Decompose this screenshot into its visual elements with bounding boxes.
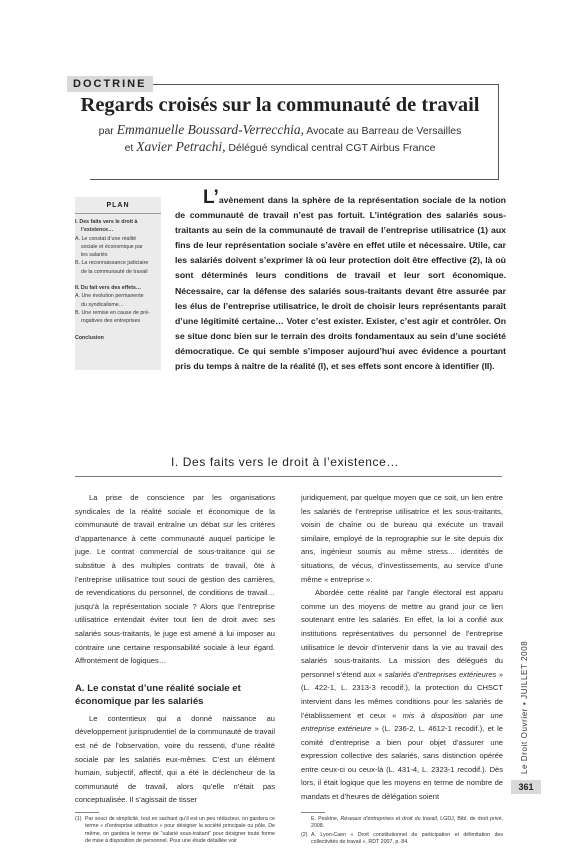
body-text: » (L. 236-2, L. 4612-1 recodif.), et le comité d’entreprise a bien pour objet d’assurer une expression collective des salariés, sans distinction opérée entre ceux-ci ou ceux-là (L. 431-4, L. 2323-1 recodif.). Dès lors, il était logique que les moyens en terme de nombre de mandats et d’heures de délégation soient — [301, 724, 504, 802]
plan-item: de la communauté de travail — [81, 268, 148, 275]
title-frame-bottom — [90, 179, 499, 180]
footnote-text: E. Peskine, — [311, 816, 341, 822]
body-paragraph — [301, 586, 503, 804]
plan-list — [75, 218, 159, 342]
footnote-text: , LGDJ, Bibl. de droit privé, 2008. — [311, 816, 503, 830]
footnote-number: (2) — [301, 831, 308, 838]
footnote — [301, 832, 503, 847]
footnotes-left — [75, 816, 275, 847]
section-heading: I. Des faits vers le droit à l’existence… — [170, 455, 399, 469]
body-paragraph: Le contentieux qui a donné naissance au développement jurisprudentiel de la communauté de travail est né de l’observation, voire du ressenti, d’une réalité sociale par les salariés eux-mêmes. C’est un élément humain, subjectif, affectif, qui a été le déclencheur de la communauté de travail, alors qu’elle n’était pas conceptualisée. Il s’agissait de tisser — [75, 713, 275, 805]
footnotes-right — [301, 816, 503, 848]
body-text: Abordée cette réalité par l’angle électoral est apparu comme un des moyens de mettre au grand jour ce lien soutenant entre les salariés. En effet, la loi a confié aux institutions représentatives du personnel de l’entreprise utilisatrice le devoir d’intervenir dans la vie au travail des salariés sous-traitants. La mission des délégués du personnel s’étend aux « — [301, 588, 503, 679]
lead-text: avènement dans la sphère de la représentation sociale de la notion de communauté de travail n’est pas fortuit. L’intégration des salariés sous-traitants au sein de la communauté de travail de l’entreprise utilisatrice (1) aux fins de leur représentation sociale s’avère en effet utile et nécessaire. Utile, car les salariés doivent s’exprimer là où leur protection doit être effective (2), là où sont déterminés leurs conditions de travail et leur sort économique. Nécessaire, car la défense des salariés sous-traitants devant être assurée par les élus de l’entreprise utilisatrice, le droit de choisir leurs représentants paraît d’une légitimité certaine… Voter c’est exister. Exister, c’est agir et contrôler. On se situe donc bien sur le terrain des droits fondamentaux au sein d’une société démocratique. Ce qui semble s’imposer aujourd’hui avec évidence a pourtant pris du temps à naître de la réalité (I), et ses effets sont encore à identifier (II). — [175, 195, 506, 372]
plan-item: A. Le constat d’une réalité — [75, 235, 137, 242]
author-2-name: Xavier Petrachi, — [136, 139, 226, 154]
running-head — [520, 558, 532, 783]
footnote-number: (1) — [75, 816, 82, 822]
running-head-text: Le Droit Ouvrier • JUILLET 2008 — [520, 640, 529, 774]
plan-item: les salariés — [81, 252, 108, 259]
body-quote: mis à disposition par une entreprise extérieure — [301, 710, 504, 734]
byline-line-2 — [70, 139, 490, 156]
footnote — [75, 816, 275, 846]
plan-item: sociale et économique par — [81, 243, 143, 250]
byline — [70, 122, 490, 156]
body-column-left — [75, 491, 275, 807]
footnote-citation: Réseaux d’entreprises et droit du travail — [340, 816, 437, 822]
footnote-text — [311, 816, 503, 831]
footnote-rule-right — [301, 812, 325, 813]
plan-item: Conclusion — [75, 334, 104, 341]
footnote-rule-left — [75, 812, 99, 813]
plan-item: I. Des faits vers le droit à — [75, 219, 138, 225]
drop-cap: L’ — [203, 187, 219, 208]
title-frame-top — [153, 84, 499, 85]
page-number: 361 — [511, 780, 541, 794]
section-divider — [75, 476, 502, 477]
subsection-heading: A. Le constat d’une réalité sociale et économique par les salariés — [75, 682, 241, 708]
plan-item: II. Du fait vers des effets… — [75, 285, 142, 292]
footnote-text: Par souci de simplicité, tout en sachant qu’il est un peu réducteur, on gardera ce terme « d’entreprise utilisatrice » pour désigner la société principale ou pôle. De même, on gardera le terme de “salarié sous-traitant” pour désigner toute forme de mise à disposition de personnel. Pour une étude détaillée voir — [85, 816, 275, 845]
plan-item: A. Une évolution permanente — [75, 293, 144, 300]
body-paragraph: juridiquement, par quelque moyen que ce soit, un lien entre les salariés de l’entreprise utilisatrice et les sous-traitants, voisin de chaîne ou de bureau qui exécute un travail similaire, employé de la reprographie sur le site depuis dix ans, ingénieur soumis au même stress… identités de situations, de vécus, d’investissements, au service d’une même « entreprise ». — [301, 493, 503, 584]
author-2-role: Délégué syndical central CGT Airbus France — [228, 142, 436, 154]
article-title: Regards croisés sur la communauté de travail — [80, 94, 480, 116]
body-column-right — [301, 491, 503, 804]
plan-item: du syndicalisme… — [81, 301, 124, 308]
body-quote: salariés d’entreprises extérieures — [382, 669, 499, 679]
title-frame-right — [498, 84, 499, 180]
byline-par: par — [98, 125, 114, 137]
plan-item: B. La reconnaissance judiciaire — [75, 260, 149, 267]
plan-item: l’existence… — [81, 227, 114, 234]
body-text: » (L. 422-1, L. 2313-3 recodif.), la protection du CHSCT intervient dans les mêmes conditions pour les salariés de l’établissement et ceux « — [301, 669, 504, 720]
byline-line-1 — [70, 122, 490, 139]
footnote-continuation — [301, 816, 503, 831]
rubric-label: DOCTRINE — [67, 76, 153, 92]
author-1-name: Emmanuelle Boussard-Verrecchia, — [116, 122, 304, 137]
author-1-role: Avocate au Barreau de Versailles — [306, 125, 462, 137]
plan-item: rogatives des entreprises — [81, 318, 141, 325]
plan-divider — [75, 213, 161, 214]
lead-paragraph — [175, 187, 506, 374]
body-paragraph: La prise de conscience par les organisations syndicales de la réalité sociale et économique de la communauté de travail entraîne un débat sur les critères d’appartenance à cette communauté auquel participe le juge. Le contrat commercial de sous-traitance qui se substitue à des multiples contrats de travail, ôte à l’entreprise utilisatrice tout souci de gestion des carrières, de revendications du personnel, de conditions de travail… jusqu’à la représentation sociale ? Alors que l’entreprise utilisatrice entendait éviter tout lien de droit avec ses salariés sous-traitants, le juge est amené à lui imposer au contraire une certaine responsabilité sociale à leur égard. Affrontement de logiques… — [75, 493, 275, 666]
plan-heading: PLAN — [106, 202, 130, 209]
byline-et: et — [124, 142, 134, 154]
plan-item: B. Une remise en cause de pré- — [75, 309, 150, 316]
footnote-text: A. Lyon-Caen « Droit constitutionnel de participation et délimitation des collectivités de travail », RDT 2007, p. 84. — [311, 831, 503, 846]
